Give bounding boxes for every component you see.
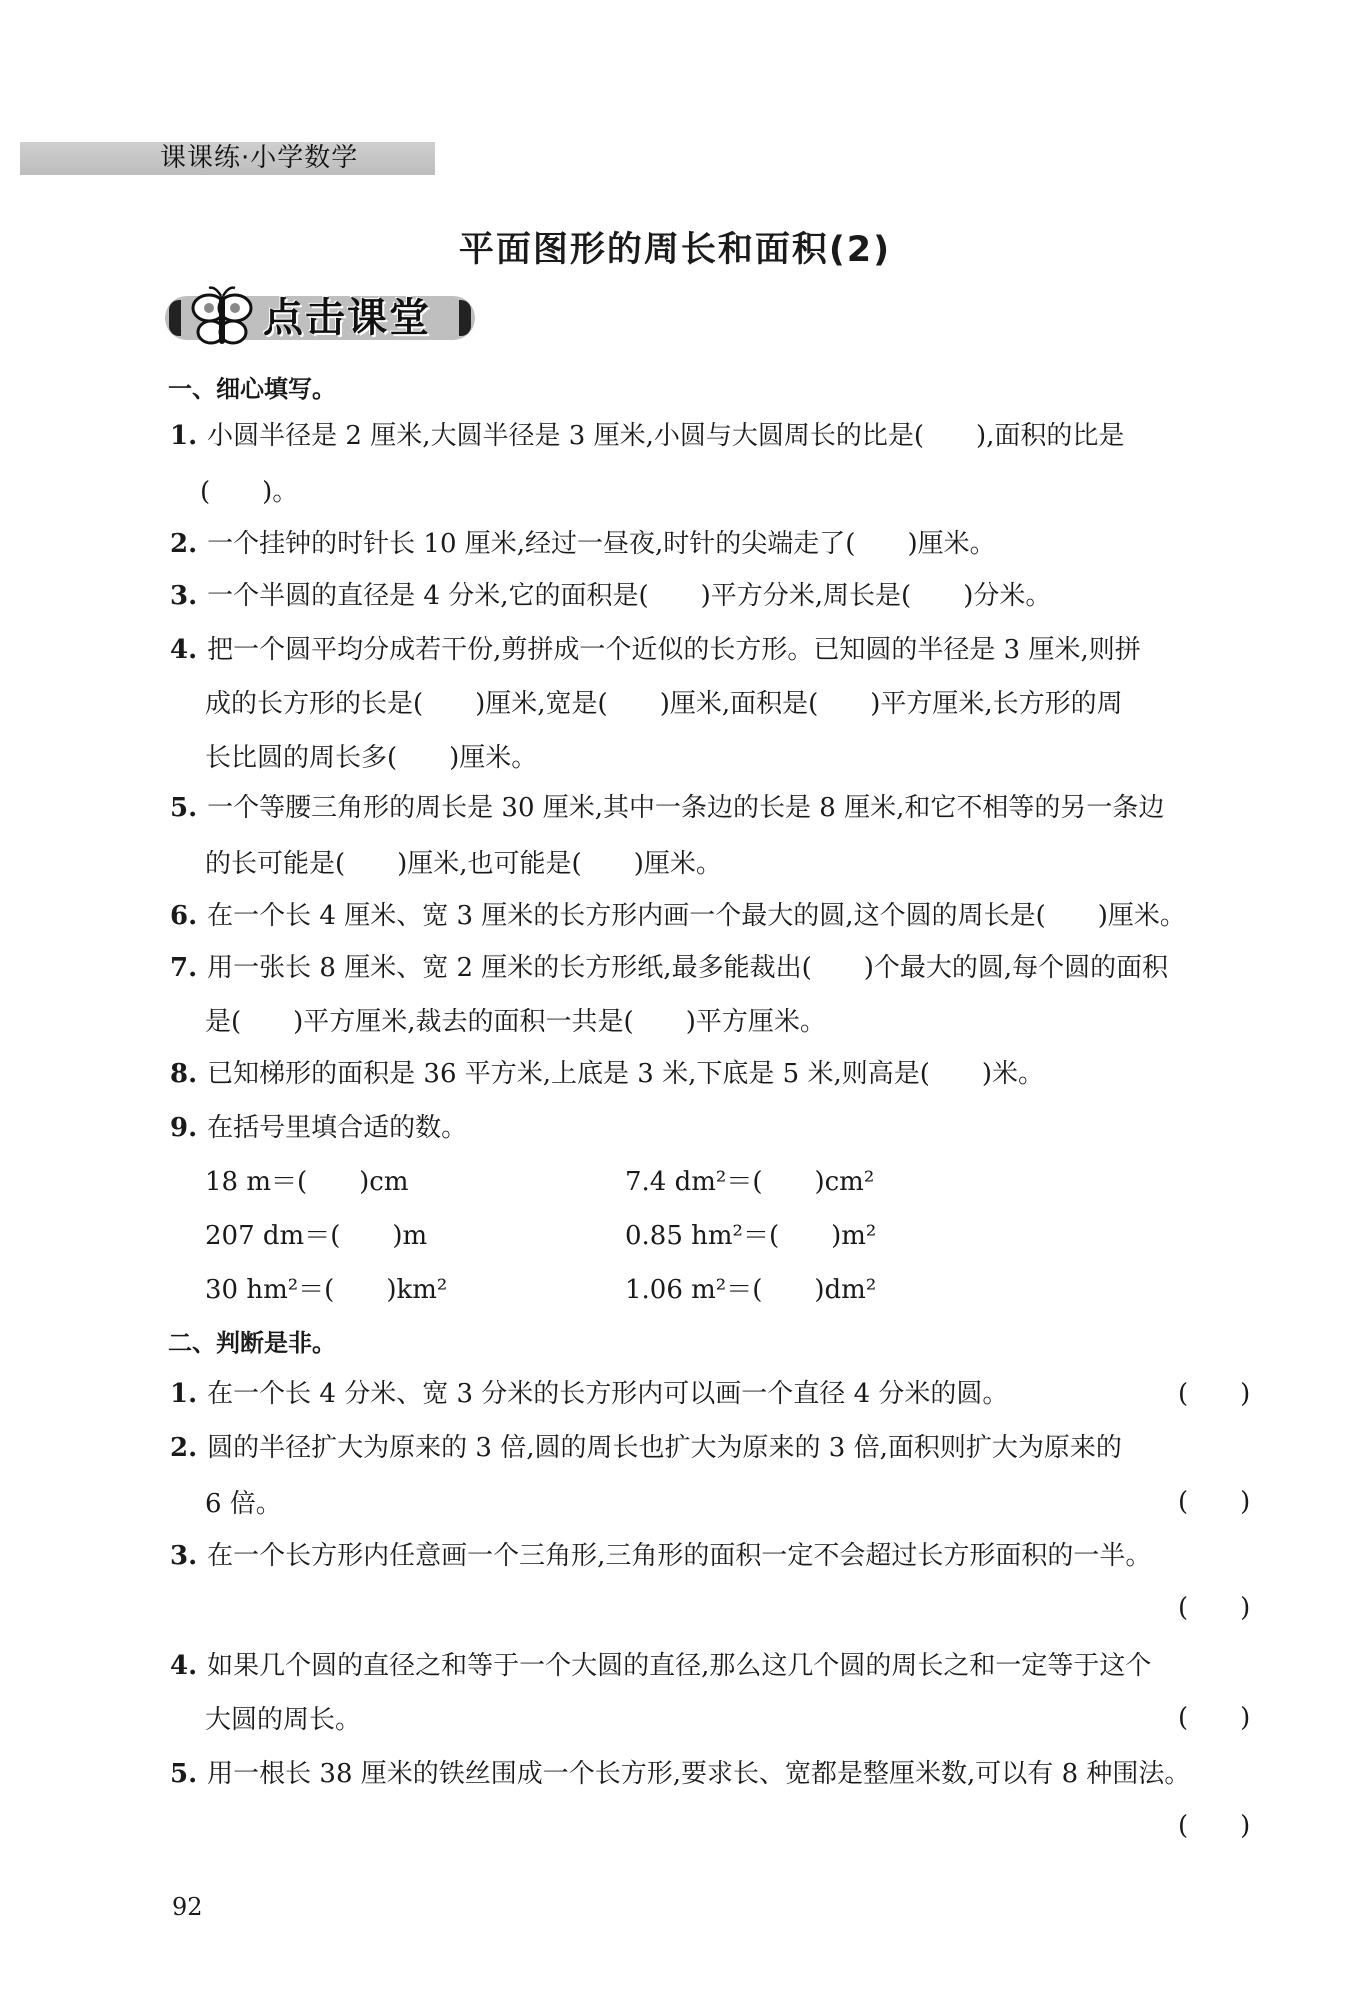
- judge-question-4: [170, 1648, 1151, 1684]
- conversion-item: 30 hm²＝( )km²: [205, 1275, 448, 1305]
- fill-question-8: [170, 1056, 1044, 1092]
- question-text: 在一个长 4 分米、宽 3 分米的长方形内可以画一个直径 4 分米的圆。: [207, 1379, 1009, 1409]
- answer-parenthesis: ( ): [1178, 1703, 1251, 1733]
- question-number: 5.: [170, 1759, 198, 1789]
- page-title: 平面图形的周长和面积(2): [458, 230, 892, 270]
- question-number: 6.: [170, 901, 198, 931]
- answer-parenthesis: ( ): [1178, 1379, 1251, 1409]
- banner-cap-left: [169, 300, 181, 336]
- question-text: 已知梯形的面积是 36 平方米,上底是 3 米,下底是 5 米,则高是( )米。: [207, 1059, 1044, 1089]
- question-number: 1.: [170, 421, 198, 451]
- question-text: 把一个圆平均分成若干份,剪拼成一个近似的长方形。已知圆的半径是 3 厘米,则拼: [207, 635, 1141, 665]
- fill-question-2: [170, 526, 996, 562]
- question-text: 一个等腰三角形的周长是 30 厘米,其中一条边的长是 8 厘米,和它不相等的另一条边: [207, 793, 1165, 823]
- section-heading-fill: 一、细心填写。: [168, 375, 336, 403]
- question-text: 一个半圆的直径是 4 分米,它的面积是( )平方分米,周长是( )分米。: [207, 581, 1052, 611]
- question-continuation: ( )。: [200, 477, 299, 507]
- question-text: 一个挂钟的时针长 10 厘米,经过一昼夜,时针的尖端走了( )厘米。: [207, 529, 996, 559]
- question-continuation: 成的长方形的长是( )厘米,宽是( )厘米,面积是( )平方厘米,长方形的周: [205, 689, 1123, 719]
- question-number: 4.: [170, 1651, 198, 1681]
- judge-question-5: [170, 1756, 1190, 1792]
- question-number: 2.: [170, 529, 198, 559]
- question-text: 小圆半径是 2 厘米,大圆半径是 3 厘米,小圆与大圆周长的比是( ),面积的比是: [207, 421, 1125, 451]
- conversion-item: 7.4 dm²＝( )cm²: [625, 1167, 875, 1197]
- question-continuation: 是( )平方厘米,裁去的面积一共是( )平方厘米。: [205, 1007, 826, 1037]
- question-number: 3.: [170, 1541, 198, 1571]
- judge-question-3: [170, 1538, 1151, 1574]
- question-number: 9.: [170, 1113, 198, 1143]
- answer-parenthesis: ( ): [1178, 1811, 1251, 1841]
- question-number: 1.: [170, 1379, 198, 1409]
- fill-question-5: [170, 790, 1164, 826]
- question-number: 2.: [170, 1433, 198, 1463]
- question-continuation: 的长可能是( )厘米,也可能是( )厘米。: [205, 849, 722, 879]
- question-number: 8.: [170, 1059, 198, 1089]
- fill-question-6: [170, 898, 1186, 934]
- conversion-item: 207 dm＝( )m: [205, 1221, 428, 1251]
- question-text: 在括号里填合适的数。: [207, 1113, 468, 1143]
- question-continuation: 大圆的周长。: [205, 1705, 362, 1735]
- question-number: 7.: [170, 953, 198, 983]
- question-text: 圆的半径扩大为原来的 3 倍,圆的周长也扩大为原来的 3 倍,面积则扩大为原来的: [207, 1433, 1122, 1463]
- fill-question-4: [170, 632, 1141, 668]
- question-text: 用一根长 38 厘米的铁丝围成一个长方形,要求长、宽都是整厘米数,可以有 8 种围法。: [207, 1759, 1191, 1789]
- book-header: 课课练·小学数学: [160, 143, 359, 173]
- judge-question-2: [170, 1430, 1122, 1466]
- question-text: 用一张长 8 厘米、宽 2 厘米的长方形纸,最多能裁出( )个最大的圆,每个圆的面积: [207, 953, 1169, 983]
- question-continuation: 6 倍。: [205, 1489, 282, 1519]
- conversion-item: 18 m＝( )cm: [205, 1167, 409, 1197]
- fill-question-7: [170, 950, 1168, 986]
- fill-question-1: [170, 418, 1124, 454]
- question-number: 3.: [170, 581, 198, 611]
- conversion-item: 1.06 m²＝( )dm²: [625, 1275, 877, 1305]
- question-number: 5.: [170, 793, 198, 823]
- answer-parenthesis: ( ): [1178, 1593, 1251, 1623]
- section-heading-judge: 二、判断是非。: [168, 1329, 336, 1357]
- question-text: 在一个长方形内任意画一个三角形,三角形的面积一定不会超过长方形面积的一半。: [207, 1541, 1152, 1571]
- question-text: 在一个长 4 厘米、宽 3 厘米的长方形内画一个最大的圆,这个圆的周长是( )厘米。: [207, 901, 1186, 931]
- section-banner: [165, 282, 475, 354]
- question-text: 如果几个圆的直径之和等于一个大圆的直径,那么这几个圆的周长之和一定等于这个: [207, 1651, 1152, 1681]
- question-number: 4.: [170, 635, 198, 665]
- banner-cap-right: [459, 300, 471, 336]
- fill-question-3: [170, 578, 1051, 614]
- page-number: 92: [172, 1893, 203, 1921]
- judge-question-1: [170, 1376, 1008, 1412]
- answer-parenthesis: ( ): [1178, 1487, 1251, 1517]
- fill-question-9: [170, 1110, 467, 1146]
- butterfly-icon: [187, 284, 257, 352]
- banner-label: 点击课堂: [263, 295, 431, 341]
- conversion-item: 0.85 hm²＝( )m²: [625, 1221, 877, 1251]
- question-continuation: 长比圆的周长多( )厘米。: [205, 743, 538, 773]
